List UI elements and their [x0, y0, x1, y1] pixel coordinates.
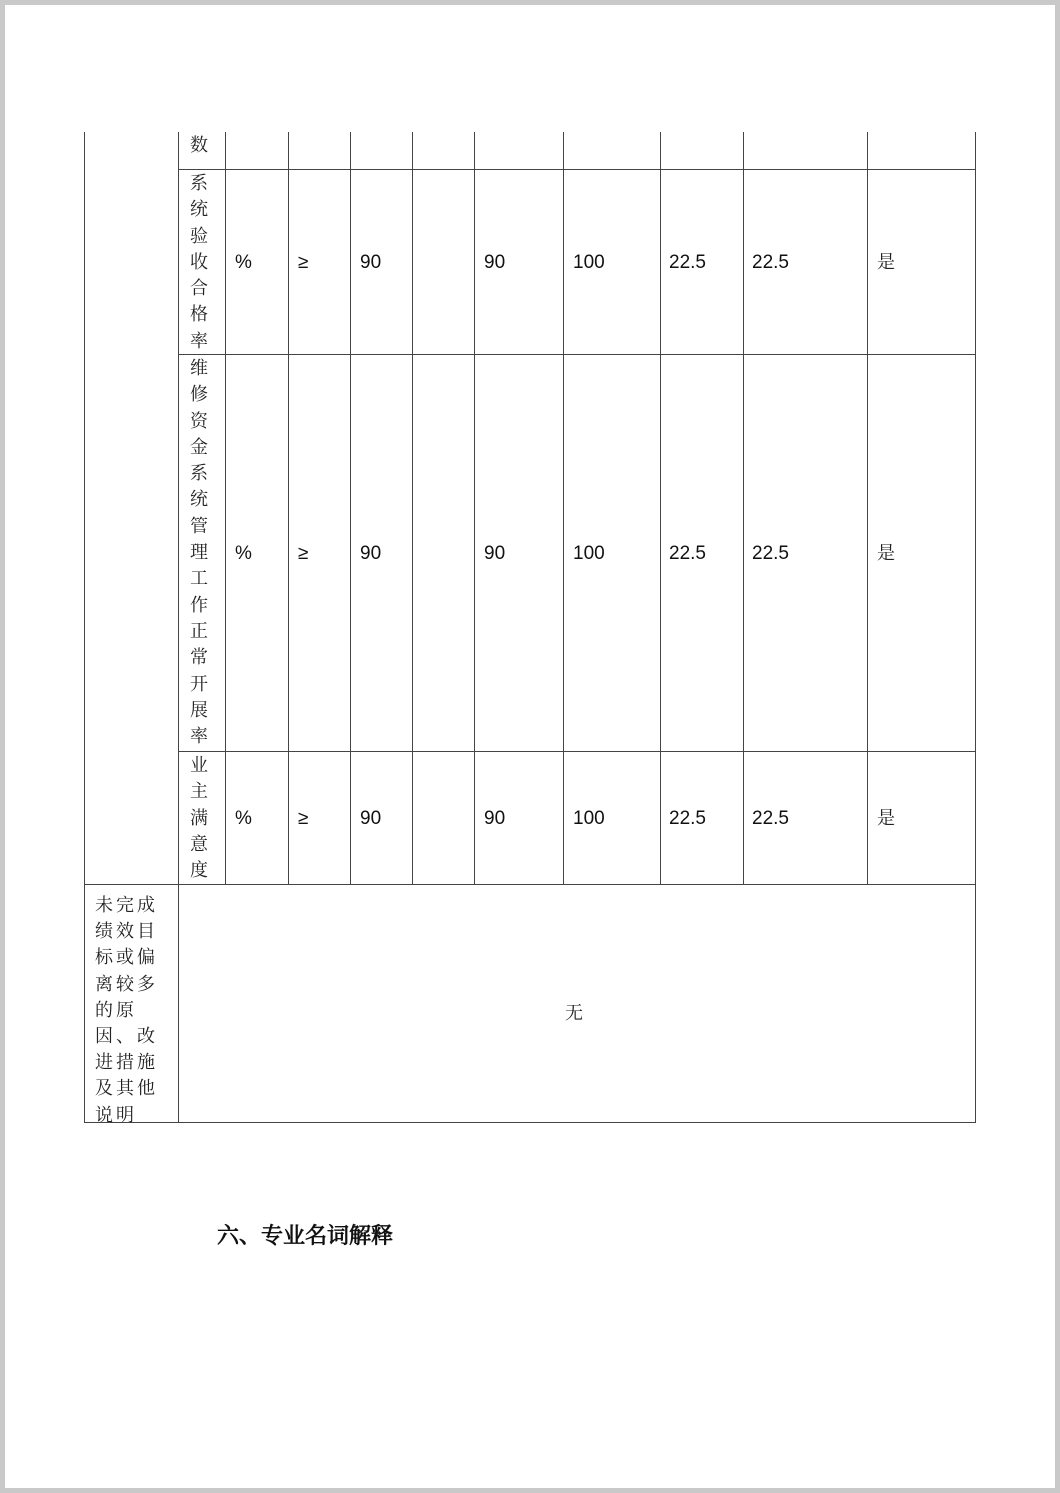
indicator-name: 数: [190, 135, 208, 156]
operator-cell: ≥: [298, 808, 309, 829]
table-border: [350, 132, 351, 884]
score-total: 100: [573, 252, 605, 273]
table-border: [288, 132, 289, 884]
target-value: 90: [360, 543, 382, 564]
indicator-name: 业主满意度: [190, 755, 208, 882]
achieved-flag: 是: [877, 808, 895, 829]
score-value: 22.5: [752, 543, 789, 564]
actual-value: 90: [484, 808, 506, 829]
document-page: [5, 5, 1055, 1488]
unit-cell: %: [235, 252, 252, 273]
indicator-name: 维修资金系统管理工作正常开展率: [190, 358, 208, 748]
operator-cell: ≥: [298, 252, 309, 273]
table-border: [660, 132, 661, 884]
weight-value: 22.5: [669, 252, 706, 273]
score-total: 100: [573, 808, 605, 829]
weight-value: 22.5: [669, 543, 706, 564]
unit-cell: %: [235, 808, 252, 829]
table-border: [743, 132, 744, 884]
table-border: [84, 1122, 976, 1123]
note-label: 未完成绩效目标或偏离较多的原因、改进措施及其他说明: [95, 895, 158, 1126]
table-border: [474, 132, 475, 884]
weight-value: 22.5: [669, 808, 706, 829]
section-heading: 六、专业名词解释: [217, 1224, 394, 1249]
table-border: [412, 132, 413, 884]
table-border: [867, 132, 868, 884]
operator-cell: ≥: [298, 543, 309, 564]
target-value: 90: [360, 252, 382, 273]
score-total: 100: [573, 543, 605, 564]
score-value: 22.5: [752, 252, 789, 273]
table-border: [178, 169, 976, 170]
table-border: [84, 884, 976, 885]
indicator-name: 系统验收合格率: [190, 173, 208, 352]
actual-value: 90: [484, 543, 506, 564]
note-content: 无: [565, 1003, 583, 1024]
table-border: [225, 132, 226, 884]
table-border: [563, 132, 564, 884]
table-border: [178, 751, 976, 752]
actual-value: 90: [484, 252, 506, 273]
table-border: [178, 354, 976, 355]
score-value: 22.5: [752, 808, 789, 829]
table-border: [178, 132, 179, 1123]
table-border: [975, 132, 976, 1123]
achieved-flag: 是: [877, 252, 895, 273]
achieved-flag: 是: [877, 543, 895, 564]
target-value: 90: [360, 808, 382, 829]
table-border: [84, 132, 85, 1123]
unit-cell: %: [235, 543, 252, 564]
